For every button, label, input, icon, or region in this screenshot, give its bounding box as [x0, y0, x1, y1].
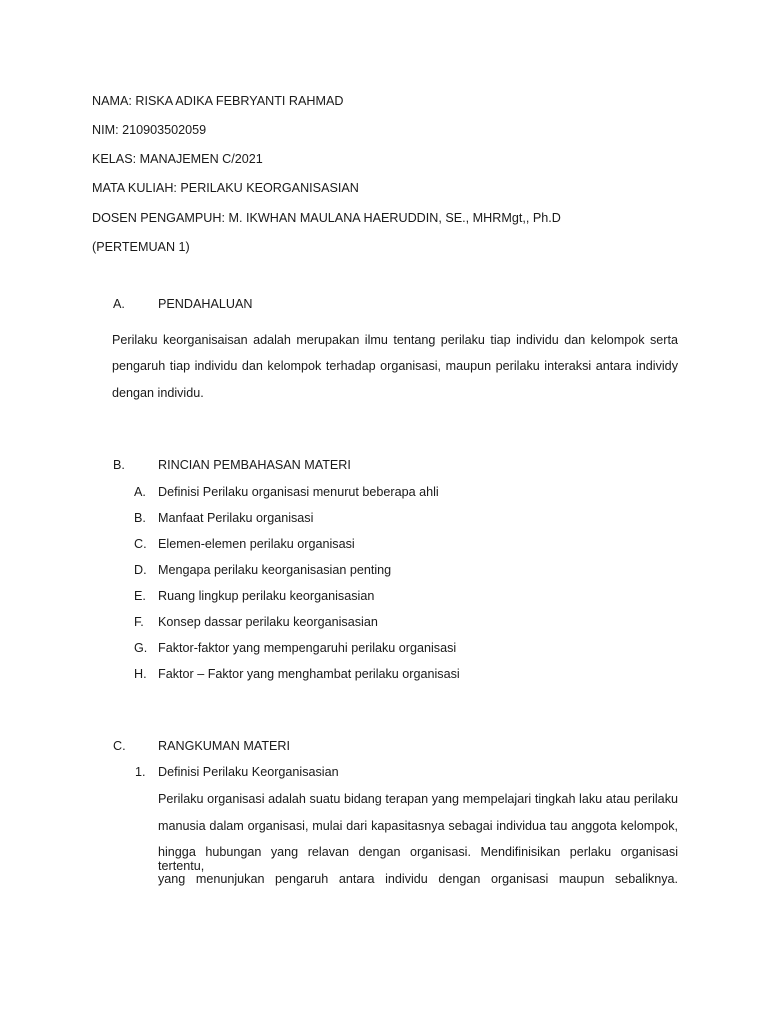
list-item-marker: G. — [134, 641, 148, 655]
section-b-title: RINCIAN PEMBAHASAN MATERI — [158, 458, 351, 472]
meeting-number: (PERTEMUAN 1) — [92, 240, 190, 254]
section-c-paragraph-line: yang menunjukan pengaruh antara individu dengan organisasi maupun sebaliknya. — [158, 872, 678, 886]
section-a-paragraph-line: pengaruh tiap individu dan kelompok terhadap organisasi, maupun perilaku interaksi antara individy — [112, 359, 678, 373]
section-a-paragraph-line: Perilaku keorganisaisan adalah merupakan ilmu tentang perilaku tiap individu dan kelompok serta — [112, 333, 678, 347]
list-item-marker: F. — [134, 615, 144, 629]
list-item: Definisi Perilaku organisasi menurut beberapa ahli — [158, 485, 439, 499]
section-c-paragraph-line: manusia dalam organisasi, mulai dari kapasitasnya sebagai individua tau anggota kelompok, — [158, 819, 678, 833]
list-item: Ruang lingkup perilaku keorganisasian — [158, 589, 375, 603]
section-c-paragraph-line: hingga hubungan yang relavan dengan organisasi. Mendifinisikan perlaku organisasi tertentu, — [158, 845, 678, 873]
list-item-marker: E. — [134, 589, 146, 603]
section-c-paragraph-line: Perilaku organisasi adalah suatu bidang terapan yang mempelajari tingkah laku atau perilaku — [158, 792, 678, 806]
section-c-title: RANGKUMAN MATERI — [158, 739, 291, 753]
list-item: Manfaat Perilaku organisasi — [158, 511, 314, 525]
list-item-marker: A. — [134, 485, 146, 499]
course-name: MATA KULIAH: PERILAKU KEORGANISASIAN — [92, 181, 359, 195]
section-a-title: PENDAHALUAN — [158, 297, 253, 311]
list-item: Konsep dassar perilaku keorganisasian — [158, 615, 378, 629]
student-nim: NIM: 210903502059 — [92, 123, 207, 137]
list-item: Faktor – Faktor yang menghambat perilaku organisasi — [158, 667, 460, 681]
section-a-letter: A. — [113, 297, 125, 311]
student-name: NAMA: RISKA ADIKA FEBRYANTI RAHMAD — [92, 94, 344, 108]
list-item-marker: D. — [134, 563, 147, 577]
subsection-title: Definisi Perilaku Keorganisasian — [158, 765, 339, 779]
section-a-paragraph-line: dengan individu. — [112, 386, 204, 400]
list-item: Mengapa perilaku keorganisasian penting — [158, 563, 392, 577]
student-class: KELAS: MANAJEMEN C/2021 — [92, 152, 263, 166]
list-item-marker: H. — [134, 667, 147, 681]
subsection-marker: 1. — [135, 765, 146, 779]
list-item-marker: C. — [134, 537, 147, 551]
list-item: Elemen-elemen perilaku organisasi — [158, 537, 355, 551]
list-item-marker: B. — [134, 511, 146, 525]
lecturer-name: DOSEN PENGAMPUH: M. IKWHAN MAULANA HAERUDDIN, SE., MHRMgt,, Ph.D — [92, 211, 561, 225]
section-c-letter: C. — [113, 739, 126, 753]
section-b-letter: B. — [113, 458, 125, 472]
list-item: Faktor-faktor yang mempengaruhi perilaku organisasi — [158, 641, 457, 655]
